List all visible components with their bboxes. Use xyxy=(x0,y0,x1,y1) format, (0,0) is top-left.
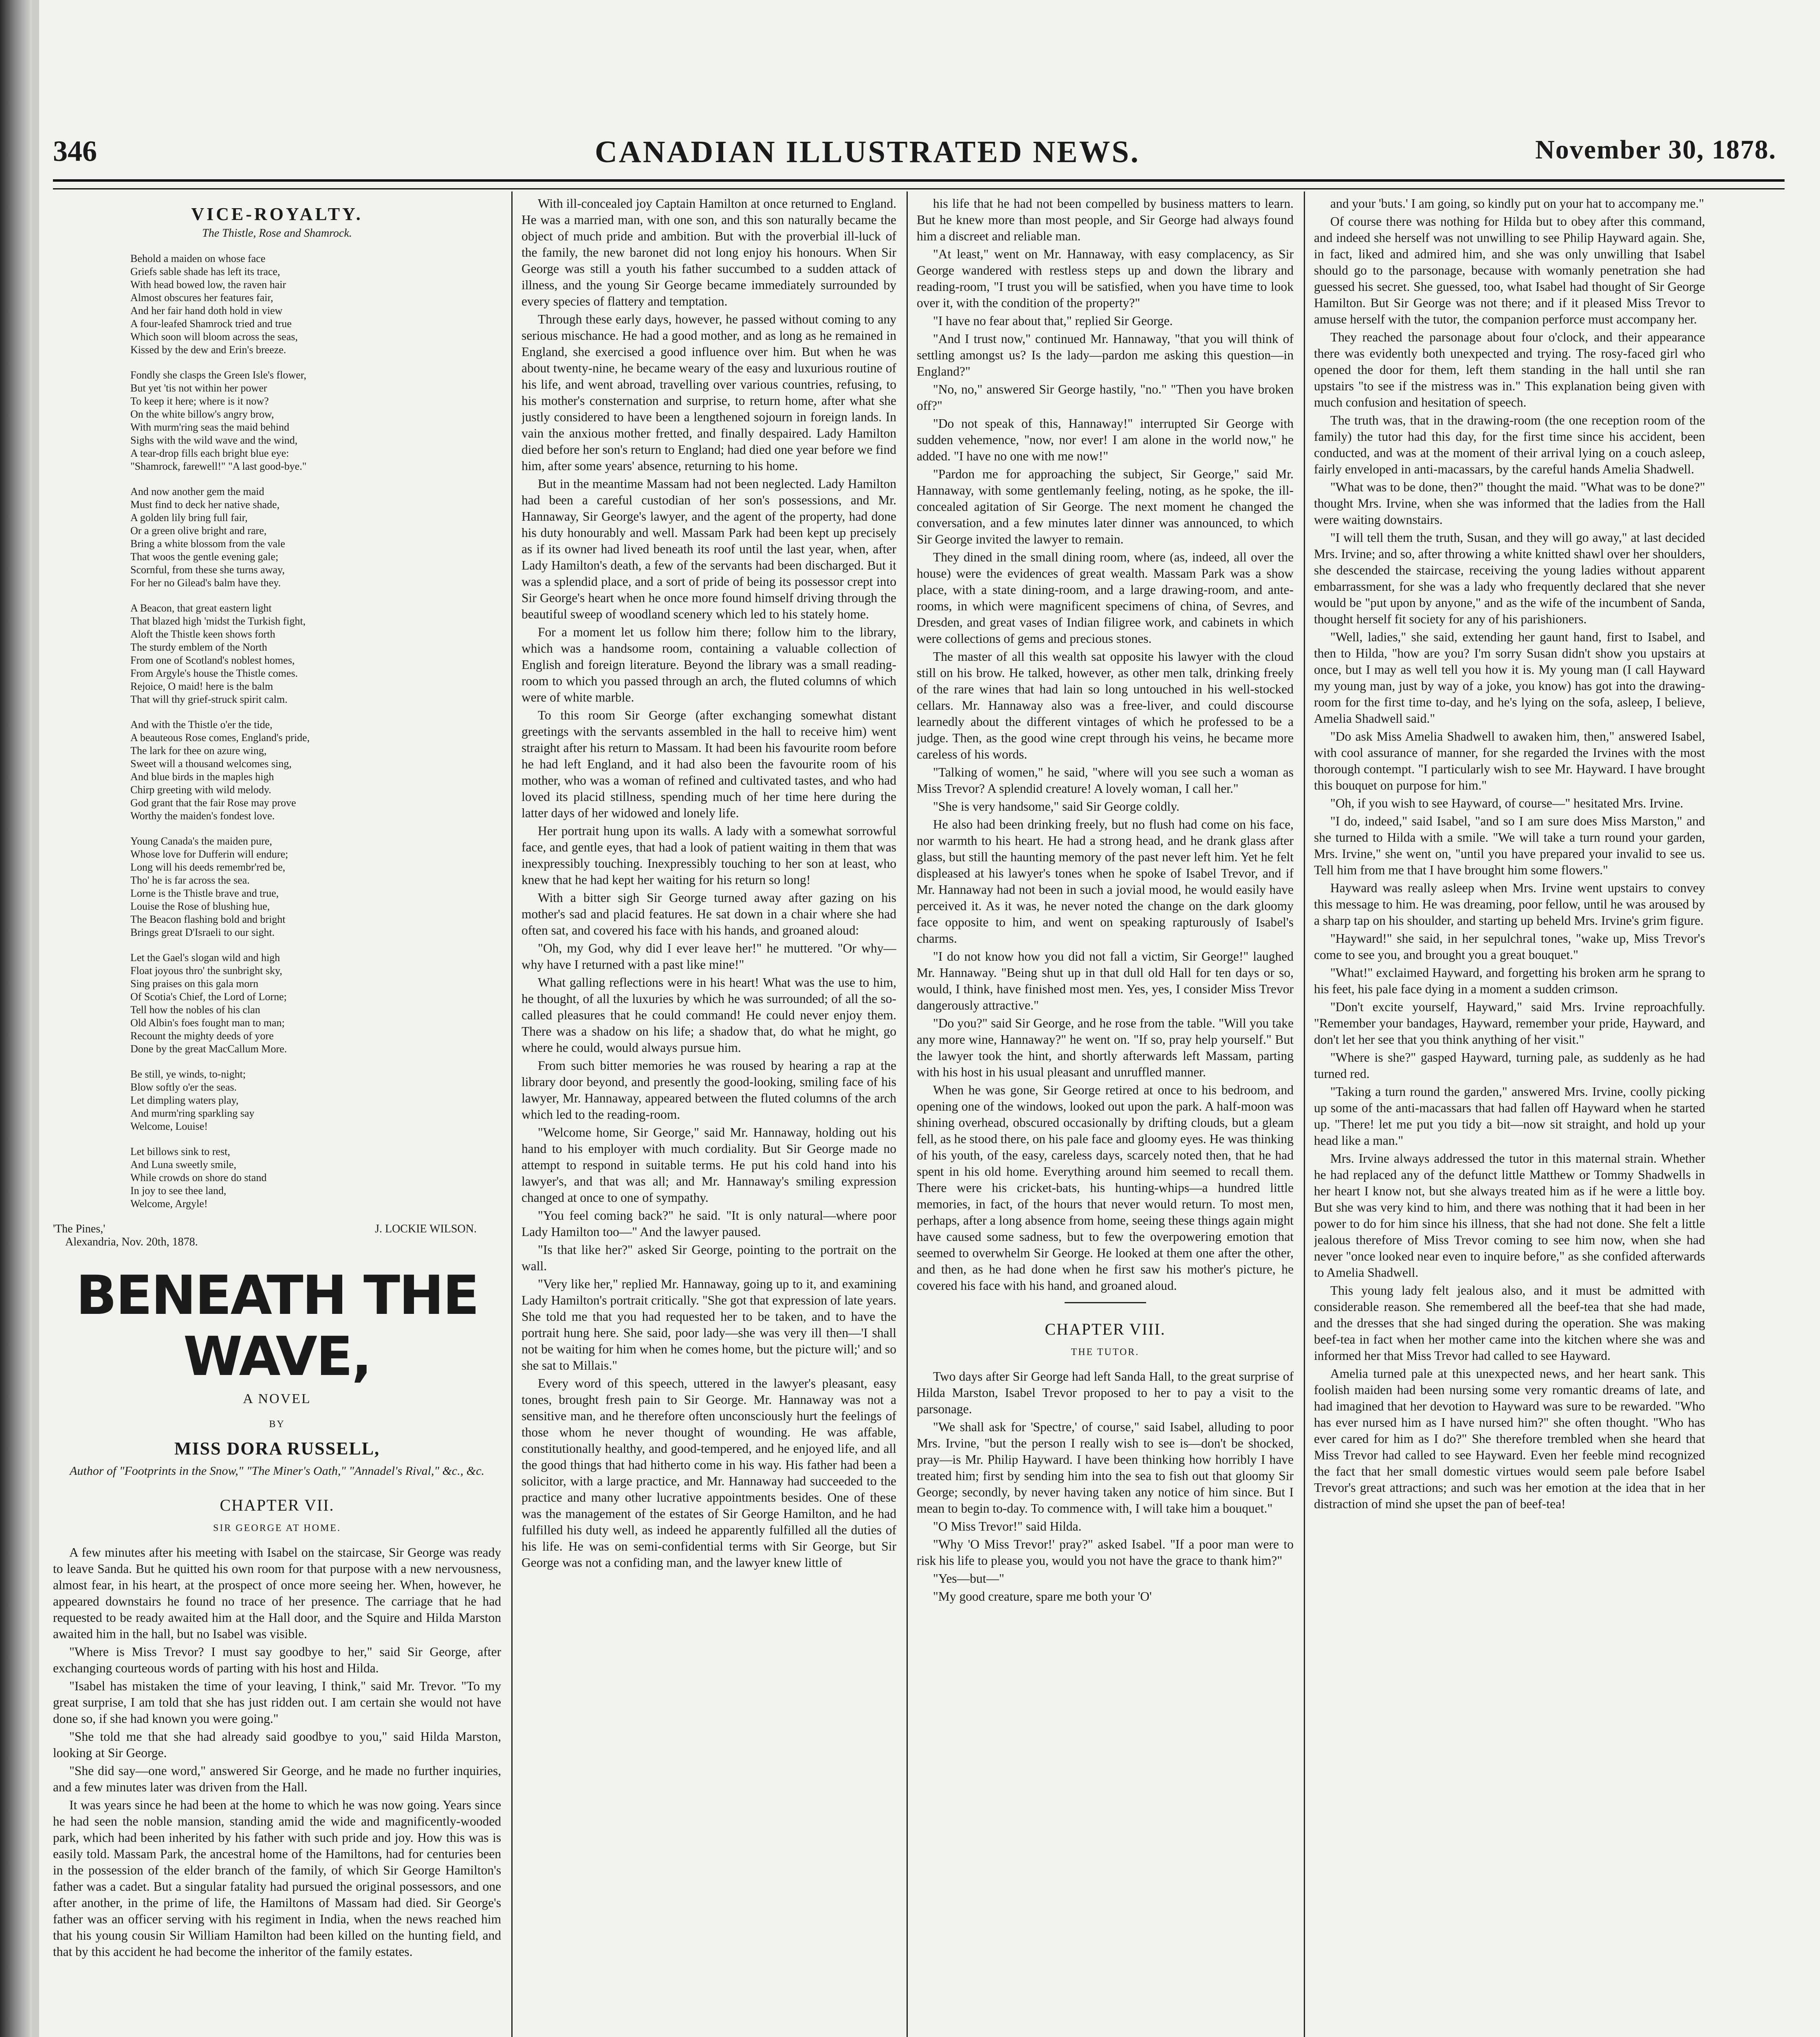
poem-line: Sighs with the wild wave and the wind, xyxy=(130,434,298,446)
poem-line: Lorne is the Thistle brave and true, xyxy=(130,887,279,899)
paragraph: "Do ask Miss Amelia Shadwell to awaken him, then," answered Isabel, with cool assurance of manner, for she regarded the Irvines with the most thorough contempt. "I particularly wish to see Mr. Hayward. I have brought this bouquet on purpose for him." xyxy=(1314,729,1705,792)
page-binding-shadow xyxy=(0,0,32,2037)
poem-line: To keep it here; where is it now? xyxy=(130,395,269,407)
paragraph: The truth was, that in the drawing-room (the one reception room of the family) the tutor had this day, for the first time since his accident, been conducted, and was at the moment of their arrival lying on a couch asleep, fairly enveloped in anti-macassars, by the careful hands Amelia Shadwell. xyxy=(1314,413,1705,476)
poem-line: And blue birds in the maples high xyxy=(130,771,274,783)
paragraph: "Welcome home, Sir George," said Mr. Hannaway, holding out his hand to his employer with much cordiality. But Sir George made no attempt to respond in suitable terms. He put his cold hand into his lawyer's, and that was all; and Mr. Hannaway's smiling expression changed at once to one of sympathy. xyxy=(522,1125,896,1205)
paragraph: "I will tell them the truth, Susan, and they will go away," at last decided Mrs. Irvine; and so, after throwing a white knitted shawl over her shoulders, she descended the staircase, receiving the young ladies without apparent embarrassment, for she was a lady who frequently declared that she never would be "put upon by anyone," and as the wife of the incumbent of Sanda, thought herself fit society for any of his parishioners. xyxy=(1314,530,1705,626)
column-1 xyxy=(53,196,501,2037)
paragraph: and your 'buts.' I am going, so kindly put on your hat to accompany me." xyxy=(1330,196,1704,211)
poem-line: From Argyle's house the Thistle comes. xyxy=(130,667,298,679)
paragraph: Mrs. Irvine always addressed the tutor in this maternal strain. Whether he had replaced any of the defunct little Matthew or Tommy Shadwells in her heart I know not, but she always treated him as if he were a little boy. But she was very kind to him, and there was nothing that it had been in her power to do for him since his illness, that she had not done. She felt a little jealous therefore of Miss Trevor coming to see him now, when she had never "once looked near even to inquire before," as she confided afterwards to Amelia Shadwell. xyxy=(1314,1151,1705,1280)
masthead xyxy=(53,134,1785,183)
poem-line: Louise the Rose of blushing hue, xyxy=(130,900,270,912)
paragraph: "Do not speak of this, Hannaway!" interrupted Sir George with sudden vehemence, "now, nor ever! I am alone in the world now," he added. "I have no one with me now!" xyxy=(917,416,1294,463)
poem-stanza xyxy=(130,718,501,823)
poem-line: Behold a maiden on whose face xyxy=(130,253,266,264)
paragraph: "Pardon me for approaching the subject, Sir George," said Mr. Hannaway, with some gentlemanly feeling, noting, as he spoke, the ill-concealed agitation of Sir George. The next moment he changed the conversation, and a few minutes later dinner was announced, to which Sir George invited the lawyer to remain. xyxy=(917,467,1294,546)
poem-line: And murm'ring sparkling say xyxy=(130,1107,255,1119)
poem-line: Float joyous thro' the sunbright sky, xyxy=(130,965,282,977)
poem-line: Tell how the nobles of his clan xyxy=(130,1004,260,1016)
column-divider xyxy=(511,191,513,2037)
poem-stanza xyxy=(130,835,501,939)
paragraph: Every word of this speech, uttered in the lawyer's pleasant, easy tones, brought fresh pain to Sir George. Mr. Hannaway was not a sensitive man, and he therefore often unconsciously hurt the feelings of those whom he never thought of wounding. He was affable, constitutionally healthy, and good-tempered, and he enjoyed life, and all the good things that had hitherto come in his way. His father had been a solicitor, with a large practice, and Mr. Hannaway had succeeded to the practice and many other lucrative appointments besides. One of these was the management of the estates of Sir George Hamilton, and he had fulfilled his duty well, as indeed he apparently fulfilled all the duties of his life. He was on semi-confidential terms with Sir George, but Sir George was not a confiding man, and the lawyer knew little of xyxy=(522,1376,896,1570)
paragraph: "Where is she?" gasped Hayward, turning pale, as suddenly as he had turned red. xyxy=(1314,1050,1705,1081)
poem-line: That will thy grief-struck spirit calm. xyxy=(130,693,288,705)
column-2-text xyxy=(522,196,896,1571)
paragraph: For a moment let us follow him there; follow him to the library, which was a handsome room, containing a valuable collection of English and foreign literature. Beyond the library was a small reading-room to which you passed through an arch, the fluted columns of which were of white marble. xyxy=(522,625,896,704)
poem-line: Done by the great MacCallum More. xyxy=(130,1043,287,1055)
paragraph: But in the meantime Massam had not been neglected. Lady Hamilton had been a careful custodian of her son's possessions, and Mr. Hannaway, Sir George's lawyer, and the agent of the property, had done his duty honourably and well. Massam Park had been kept up precisely as if its owner had lived beneath its roof until the last year, when, after Lady Hamilton's death, a few of the servants had been discharged. But it was a splendid place, and a sort of pride of being its possessor crept into Sir George's heart when he once more found himself driving through the beautiful sweep of woodland scenery which led to his stately home. xyxy=(522,477,896,621)
poem-line: That blazed high 'midst the Turkish fight, xyxy=(130,615,306,627)
paragraph: The master of all this wealth sat opposite his lawyer with the cloud still on his brow. He talked, however, as other men talk, drinking freely of the rare wines that had lain so long untouched in his well-stocked cellars. Mr. Hannaway also was a free-liver, and could discourse learnedly about the different vintages of which he professed to be a judge. Then, as the good wine crept through his veins, he became more careless of his words. xyxy=(917,649,1294,761)
poem-line: Rejoice, O maid! here is the balm xyxy=(130,680,273,692)
poem-line: Old Albin's foes fought man to man; xyxy=(130,1017,285,1029)
paragraph: Through these early days, however, he passed without coming to any serious mischance. He had a good mother, and as long as he remained in England, she exercised a good influence over him. But when he was about twenty-nine, he became weary of the easy and luxurious routine of his life, and went abroad, travelling over various countries, refusing, to his mother's consternation and surprise, to return home, after what she justly considered to have been a lengthened sojourn in foreign lands. In vain the anxious mother fretted, and finally despaired. Lady Hamilton died before her son's return to England; had died one year before we find him, after some years' absence, returning to his home. xyxy=(522,312,896,473)
novel-kind: A NOVEL xyxy=(243,1391,311,1406)
poem-stanza xyxy=(130,369,501,473)
chapter-8-title: CHAPTER VIII. xyxy=(1045,1320,1166,1338)
poem-signature xyxy=(53,1223,501,1249)
paragraph: "I do, indeed," said Isabel, "and so I am sure does Miss Marston," and she turned to Hilda with a smile. "We will take a turn round your garden, Mrs. Irvine," she went on, "until you have prepared your invalid to see us. Tell him from me that I have brought him some flowers." xyxy=(1314,814,1705,877)
paragraph: A few minutes after his meeting with Isabel on the staircase, Sir George was ready to leave Sanda. But he quitted his own room for that purpose with a new nervousness, almost fear, in his heart, at the prospect of once more seeing her. When, however, he appeared downstairs he found no trace of her presence. The carriage that he had requested to be ready awaited him at the Hall door, and the Squire and Hilda Marston awaited him in the hall, but no Isabel was visible. xyxy=(53,1545,501,1641)
poem-line: Of Scotia's Chief, the Lord of Lorne; xyxy=(130,991,287,1003)
column-2 xyxy=(522,196,896,2037)
poem-stanza xyxy=(130,1145,501,1210)
paragraph: "She is very handsome," said Sir George coldly. xyxy=(933,799,1180,814)
column-4 xyxy=(1314,196,1705,2037)
poem-line: Griefs sable shade has left its trace, xyxy=(130,266,280,277)
paragraph: "Hayward!" she said, in her sepulchral tones, "wake up, Miss Trevor's come to see you, and brought you a great bouquet." xyxy=(1314,931,1705,962)
paragraph: his life that he had not been compelled by business matters to learn. But he knew more than most people, and Sir George had always found him a discreet and reliable man. xyxy=(917,196,1294,243)
poem-stanza xyxy=(130,252,501,356)
paragraph: "Taking a turn round the garden," answered Mrs. Irvine, coolly picking up some of the anti-macassars that had fallen off Hayward when he started up. "There! let me put you tidy a bit—now sit straight, and hold up your head like a man." xyxy=(1314,1084,1705,1148)
poem-line: Brings great D'Israeli to our sight. xyxy=(130,926,275,938)
poem-dateline: Alexandria, Nov. 20th, 1878. xyxy=(65,1236,198,1248)
column-divider xyxy=(907,191,908,2037)
paragraph: Of course there was nothing for Hilda but to obey after this command, and indeed she herself was not unwilling to see Philip Hayward again. She, in fact, liked and admired him, and she was only unwilling that Isabel should go to the parsonage, because with womanly penetration she had guessed his secret. She guessed, too, what Isabel had thought of Sir George Hamilton. But Sir George was not there; and if it pleased Miss Trevor to amuse herself with the tutor, the companion perforce must accompany her. xyxy=(1314,214,1705,326)
paragraph: "We shall ask for 'Spectre,' of course," said Isabel, alluding to poor Mrs. Irvine, "but the person I really wish to see is—don't be shocked, pray—is Mr. Philip Hayward. I have been thinking how horribly I have treated him; first by sending him into the sea to fish out that gloomy Sir George; secondly, by never having taken any notice of him since. But I mean to begin to-day. To commence with, I will take him a bouquet." xyxy=(917,1420,1294,1516)
poem-line: Sweet will a thousand welcomes sing, xyxy=(130,758,292,770)
paper-title: CANADIAN ILLUSTRATED NEWS. xyxy=(595,135,1140,169)
poem-line: Aloft the Thistle keen shows forth xyxy=(130,628,275,640)
poem-line: And Luna sweetly smile, xyxy=(130,1159,236,1170)
paragraph: "Talking of women," he said, "where will you see such a woman as Miss Trevor? A splendid creature! A lovely woman, I call her." xyxy=(917,765,1294,796)
paragraph: What galling reflections were in his heart! What was the use to him, he thought, of all the luxuries by which he was surrounded; of all the so-called pleasures that he could command! He could never enjoy them. There was a shadow on his life; a shadow that, do what he might, go where he could, would always pursue him. xyxy=(522,975,896,1055)
paragraph: "Oh, if you wish to see Hayward, of course—" hesitated Mrs. Irvine. xyxy=(1330,796,1684,810)
paragraph: "My good creature, spare me both your 'O' xyxy=(933,1589,1152,1604)
poem-line: Blow softly o'er the seas. xyxy=(130,1081,237,1093)
chapter-7-title: CHAPTER VII. xyxy=(220,1496,335,1514)
poem-line: And her fair hand doth hold in view xyxy=(130,305,283,317)
poem-line: The sturdy emblem of the North xyxy=(130,641,267,653)
issue-date: November 30, 1878. xyxy=(1535,135,1776,165)
poem-line: A tear-drop fills each bright blue eye: xyxy=(130,447,289,459)
novel-by: BY xyxy=(269,1419,285,1430)
column-3-continued-text xyxy=(917,1368,1294,1605)
poem-line: Which soon will bloom across the seas, xyxy=(130,331,298,343)
poem-line: But yet 'tis not within her power xyxy=(130,382,267,394)
paragraph: This young lady felt jealous also, and it must be admitted with considerable reason. She remembered all the beef-tea that she had made, and the dresses that she had singed during the operation. She was making beef-tea in fact when her mother came into the kitchen where she was and informed her that Miss Trevor had called to see Hayward. xyxy=(1314,1283,1705,1363)
paragraph: "Yes—but—" xyxy=(933,1571,1004,1586)
novel-author-note: Author of "Footprints in the Snow," "The Miner's Oath," "Annadel's Rival," &c., &c. xyxy=(70,1464,484,1478)
poem-line: That woos the gentle evening gale; xyxy=(130,551,279,563)
paragraph: "Oh, my God, why did I ever leave her!" he muttered. "Or why—why have I returned with a past like mine!" xyxy=(522,941,896,972)
poem-line: While crowds on shore do stand xyxy=(130,1172,267,1183)
paragraph: "Don't excite yourself, Hayward," said Mrs. Irvine reproachfully. "Remember your bandages, Hayward, remember your pride, Hayward, and don't let her see that you think anything of her visit." xyxy=(1314,1000,1705,1047)
paragraph: "And I trust now," continued Mr. Hannaway, "that you will think of settling amongst us? Is the lady—pardon me asking this question—in England?" xyxy=(917,332,1294,378)
poem-stanza xyxy=(130,1068,501,1133)
poem-line: Almost obscures her features fair, xyxy=(130,292,273,304)
novel-title: BENEATH THE WAVE, xyxy=(76,1264,478,1388)
paragraph: Amelia turned pale at this unexpected news, and her heart sank. This foolish maiden had been nursing some very romantic dreams of late, and had imagined that her devotion to Hayward was sure to be rewarded. "Who has ever nursed him as I have nursed him?" she often thought. "Who has ever cared for him as I do?" She therefore trembled when she heard that Miss Trevor had called to see Hayward. Even her feeble mind recognized the fact that her small domestic virtues would seem pale before Isabel Trevor's great attractions; and such was her emotion at the idea that in her distraction of mind she upset the pan of beef-tea! xyxy=(1314,1366,1705,1511)
poem-line: A four-leafed Shamrock tried and true xyxy=(130,318,292,330)
poem-line: For her no Gilead's balm have they. xyxy=(130,577,281,589)
column-3 xyxy=(917,196,1294,2037)
paragraph: "What!" exclaimed Hayward, and forgetting his broken arm he sprang to his feet, his pale face dying in a moment a sudden crimson. xyxy=(1314,966,1705,996)
poem-line: "Shamrock, farewell!" "A last good-bye." xyxy=(130,460,307,472)
poem-line: Welcome, Louise! xyxy=(130,1120,208,1132)
page-binding-edge xyxy=(32,0,39,2037)
poem-line: And now another gem the maid xyxy=(130,486,264,497)
poem-line: Young Canada's the maiden pure, xyxy=(130,835,272,847)
poem-line: Whose love for Dufferin will endure; xyxy=(130,848,288,860)
poem-line: Long will his deeds remembr'red be, xyxy=(130,861,286,873)
masthead-rule xyxy=(53,179,1785,189)
paragraph: When he was gone, Sir George retired at once to his bedroom, and opening one of the windows, looked out upon the park. A half-moon was shining overhead, obscured occasionally by drifting clouds, but a gleam fell, as he stood there, on his pale face and gloomy eyes. He was thinking of his youth, of the easy, careless days, scarcely noted then, that he had spent in his old home. Everything around him seemed to recall them. There were his cricket-bats, his hunting-whips—a hundred little memories, in fact, of the hours that never would return. To most men, perhaps, after a long absence from home, seeing these things again might have caused some sadness, but to few the overpowering emotion that seemed to overwhelm Sir George. He looked at them one after the other, and then, as he had done when he first saw his mother's picture, he covered his face with his hand, and groaned aloud. xyxy=(917,1083,1294,1293)
poem-line: Kissed by the dew and Erin's breeze. xyxy=(130,344,286,356)
paragraph: "Why 'O Miss Trevor!' pray?" asked Isabel. "If a poor man were to risk his life to please you, would you not have the grace to thank him?" xyxy=(917,1537,1294,1568)
column-1-text xyxy=(53,1544,501,1960)
column-4-text xyxy=(1314,196,1705,1512)
paragraph: From such bitter memories he was roused by hearing a rap at the library door beyond, and presently the good-looking, smiling face of his lawyer, Mr. Hannaway, appeared between the fluted columns of the arch which led to the reading-room. xyxy=(522,1058,896,1122)
poem-line: A beauteous Rose comes, England's pride, xyxy=(130,732,310,744)
poem-line: Worthy the maiden's fondest love. xyxy=(130,810,275,822)
poem-line: Or a green olive bright and rare, xyxy=(130,525,267,537)
poem-line: Scornful, from these she turns away, xyxy=(130,564,285,576)
page-number: 346 xyxy=(53,135,97,167)
paragraph: "Do you?" said Sir George, and he rose from the table. "Will you take any more wine, Hannaway?" he went on. "If so, pray help yourself." But the lawyer took the hint, and shortly afterwards left Massam, parting with his host in his usual pleasant and unruffled manner. xyxy=(917,1016,1294,1079)
poem-line: In joy to see thee land, xyxy=(130,1185,227,1197)
poem-line: With murm'ring seas the maid behind xyxy=(130,421,289,433)
chapter-rule xyxy=(1065,1302,1146,1303)
poem-body xyxy=(53,252,501,1210)
paragraph: "At least," went on Mr. Hannaway, with easy complacency, as Sir George wandered with restless steps up and down the library and reading-room, "I trust you will be satisfied, when you have time to look over it, with the condition of the property?" xyxy=(917,247,1294,310)
paragraph: "Well, ladies," she said, extending her gaunt hand, first to Isabel, and then to Hilda, "how are you? I'm sorry Susan didn't show you upstairs at once, but I may as well tell you how it is. My young man (I call Hayward my young man, just by way of a joke, you know) has got into the drawing-room for the first time to-day, and he's lying on the sofa, asleep, I believe, Amelia Shadwell said." xyxy=(1314,630,1705,726)
paragraph: Two days after Sir George had left Sanda Hall, to the great surprise of Hilda Marston, Isabel Trevor proposed to her to pay a visit to the parsonage. xyxy=(917,1369,1294,1416)
poem-line: And with the Thistle o'er the tide, xyxy=(130,719,273,730)
poem-subtitle: The Thistle, Rose and Shamrock. xyxy=(202,227,352,240)
poem-place: 'The Pines,' xyxy=(53,1223,106,1235)
paragraph: "Very like her," replied Mr. Hannaway, going up to it, and examining Lady Hamilton's portrait critically. "She got that expression of late years. She told me that you had requested her to be taken, and to have the portrait hung here. She said, poor lady—she was very ill then—'I shall not be waiting for him when he comes home, but the picture will;' and so she sat to Millais." xyxy=(522,1277,896,1373)
poem-line: Welcome, Argyle! xyxy=(130,1198,208,1210)
poem-line: Be still, ye winds, to-night; xyxy=(130,1068,246,1080)
chapter-7-subtitle: SIR GEORGE AT HOME. xyxy=(213,1523,341,1533)
poem-line: Let the Gael's slogan wild and high xyxy=(130,952,280,964)
poem-line: From one of Scotland's noblest homes, xyxy=(130,654,295,666)
paragraph: "Isabel has mistaken the time of your leaving, I think," said Mr. Trevor. "To my great surprise, I am told that she has just ridden out. I am certain she would not have done so, if she had known you were going." xyxy=(53,1679,501,1726)
column-3-text xyxy=(917,196,1294,1294)
poem-line: A Beacon, that great eastern light xyxy=(130,602,272,614)
poem-line: The Beacon flashing bold and bright xyxy=(130,913,286,925)
novel-author: MISS DORA RUSSELL, xyxy=(174,1439,380,1458)
paragraph: "What was to be done, then?" thought the maid. "What was to be done?" thought Mrs. Irvine, when she was informed that the ladies from the Hall were waiting downstairs. xyxy=(1314,480,1705,527)
poem-line: Must find to deck her native shade, xyxy=(130,499,280,510)
poem-line: Recount the mighty deeds of yore xyxy=(130,1030,274,1042)
poem-line: Tho' he is far across the sea. xyxy=(130,874,250,886)
paragraph: It was years since he had been at the home to which he was now going. Years since he had seen the noble mansion, standing amid the wide and magnificently-wooded park, which had been inherited by his father with such pride and joy. How this was is easily told. Massam Park, the ancestral home of the Hamiltons, had for centuries been in the possession of the elder branch of the family, of which Sir George Hamilton's father was a cadet. But a singular fatality had pursued the original possessors, and one after another, in the prime of life, the Hamiltons of Massam had died. Sir George's father was an officer serving with his regiment in India, when the news reached him that his young cousin Sir William Hamilton had been killed on the hunting field, and that by this accident he had become the inheritor of the family estates. xyxy=(53,1798,501,1959)
paragraph: "Where is Miss Trevor? I must say goodbye to her," said Sir George, after exchanging courteous words of parting with his host and Hilda. xyxy=(53,1645,501,1675)
poem-line: Chirp greeting with wild melody. xyxy=(130,784,271,796)
paragraph: "Is that like her?" asked Sir George, pointing to the portrait on the wall. xyxy=(522,1243,896,1273)
poem-line: Sing praises on this gala morn xyxy=(130,978,259,990)
paragraph: "No, no," answered Sir George hastily, "no." "Then you have broken off?" xyxy=(917,382,1294,413)
paragraph: Hayward was really asleep when Mrs. Irvine went upstairs to convey this message to him. He was dreaming, poor fellow, until he was aroused by a sharp tap on his shoulder, and starting up beheld Mrs. Irvine's grim figure. xyxy=(1314,881,1705,928)
poem-title: VICE-ROYALTY. xyxy=(191,204,363,224)
poem-line: On the white billow's angry brow, xyxy=(130,408,274,420)
chapter-8-subtitle: THE TUTOR. xyxy=(1071,1347,1140,1357)
poem-line: Bring a white blossom from the vale xyxy=(130,538,285,550)
paragraph: Her portrait hung upon its walls. A lady with a somewhat sorrowful face, and gentle eyes, that had a look of patient waiting in them that was inexpressibly touching. Inexpressibly touching to her son at least, who knew that he had kept her waiting for his return so long! xyxy=(522,824,896,887)
poem-line: Fondly she clasps the Green Isle's flower, xyxy=(130,369,306,381)
paragraph: "You feel coming back?" he said. "It is only natural—where poor Lady Hamilton too—" And the lawyer paused. xyxy=(522,1208,896,1239)
paragraph: They reached the parsonage about four o'clock, and their appearance there was evidently both unexpected and trying. The rosy-faced girl who opened the door for them, left them standing in the hall until she ran upstairs "to see if the mistress was in." This explanation being given with much confusion and hesitation of speech. xyxy=(1314,330,1705,409)
poem-line: The lark for thee on azure wing, xyxy=(130,745,267,757)
poem-stanza xyxy=(130,951,501,1056)
paragraph: "She told me that she had already said goodbye to you," said Hilda Marston, looking at Sir George. xyxy=(53,1729,501,1760)
poem-line: A golden lily bring full fair, xyxy=(130,512,248,524)
poem-line: Let billows sink to rest, xyxy=(130,1146,230,1157)
paragraph: With ill-concealed joy Captain Hamilton at once returned to England. He was a married man, with one son, and this son naturally became the object of much pride and ambition. But with the proverbial ill-luck of the family, the new baronet did not long enjoy his honours. When Sir George was still a youth his father succumbed to a sudden attack of illness, and the young Sir George became immediately surrounded by every species of flattery and temptation. xyxy=(522,196,896,308)
column-divider xyxy=(1304,191,1305,2037)
paragraph: "She did say—one word," answered Sir George, and he made no further inquiries, and a few minutes later was driven from the Hall. xyxy=(53,1764,501,1794)
paragraph: "O Miss Trevor!" said Hilda. xyxy=(933,1519,1082,1533)
paragraph: He also had been drinking freely, but no flush had come on his face, nor warmth to his heart. He had a strong head, and he drank glass after glass, but still the haunting memory of the past never left him. Yet he felt displeased at his lawyer's tones when he spoke of Isabel Trevor, and if Mr. Hannaway had not been in such a jovial mood, he would easily have perceived it. As it was, he never noted the change on the dark gloomy face opposite to him, and went on speaking rapturously of Isabel's charms. xyxy=(917,817,1294,946)
poem-author: J. LOCKIE WILSON. xyxy=(375,1223,477,1235)
poem-line: Let dimpling waters play, xyxy=(130,1094,239,1106)
paragraph: To this room Sir George (after exchanging somewhat distant greetings with the servants assembled in the hall to receive him) went straight after his return to Massam. It had been his favourite room before he had left England, and it had also been the favourite room of his mother, who was a woman of refined and cultivated tastes, and who had loved its placid stillness, spending much of her time here during the latter days of her widowed and lonely life. xyxy=(522,708,896,820)
poem-line: God grant that the fair Rose may prove xyxy=(130,797,296,809)
poem-stanza xyxy=(130,485,501,590)
poem-line: With head bowed low, the raven hair xyxy=(130,279,286,290)
paragraph: "I do not know how you did not fall a victim, Sir George!" laughed Mr. Hannaway. "Being shut up in that dull old Hall for ten days or so, would, I think, have finished most men. Yes, yes, I consider Miss Trevor dangerously attractive." xyxy=(917,949,1294,1012)
paragraph: They dined in the small dining room, where (as, indeed, all over the house) were the evidences of great wealth. Massam Park was a show place, with a state dining-room, and a large drawing-room, and ante-rooms, in which were magnificent specimens of china, of Sevres, and Dresden, and great vases of Indian filigree work, and cabinets in which were collections of gems and precious stones. xyxy=(917,550,1294,646)
paragraph: "I have no fear about that," replied Sir George. xyxy=(933,314,1173,328)
poem-stanza xyxy=(130,602,501,706)
paragraph: With a bitter sigh Sir George turned away after gazing on his mother's sad and placid features. He sat down in a chair where she had often sat, and covered his face with his hands, and groaned aloud: xyxy=(522,891,896,937)
